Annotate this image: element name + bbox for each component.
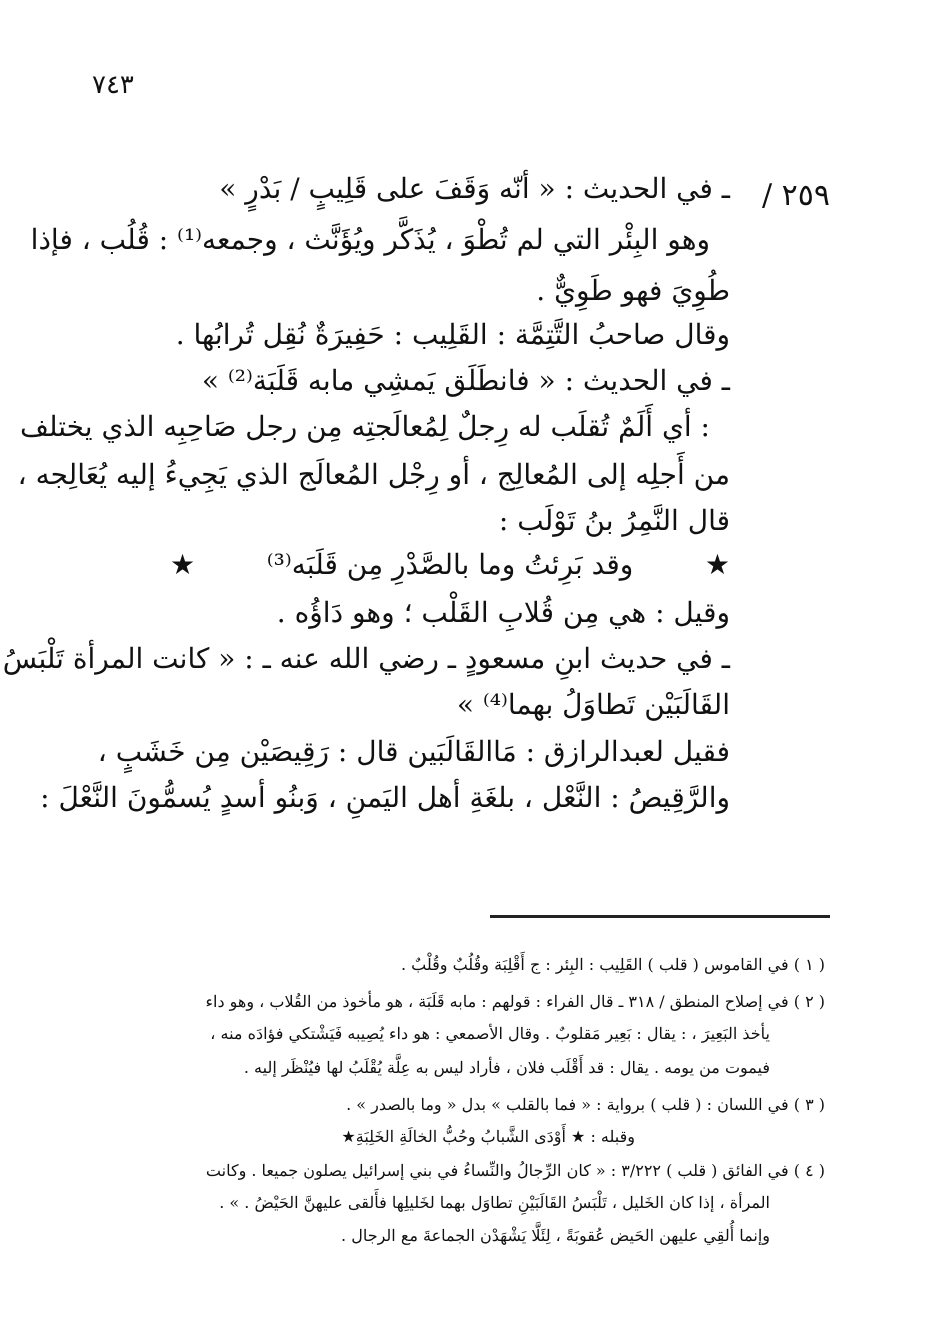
footnote-divider (490, 915, 830, 918)
entry-number: ٢٥٩ / (762, 178, 830, 213)
footnote-line: المرأة ، إذا كان الخَليل ، تَلْبَسُ القَالَبَيْنِ تطاوَل بهما لخَليلِها فأَلقى عليهنَّ الحَيْضُ . » . (219, 1193, 770, 1212)
main-line: والرَّقِيصُ : النَّعْل ، بلغَةِ أهل اليَمنِ ، وَبنُو أسدٍ يُسمُّونَ النَّعْلَ : (40, 781, 730, 814)
footnote-line: ( ١ ) في القاموس ( قلب ) القَلِيب : البِئر : ج أَقْلِبَة وقُلُبٌ وقُلْبٌ . (400, 955, 825, 974)
footnote-line: ( ٣ ) في اللسان : ( قلب ) برواية : « فما بالقلب » بدل « وما بالصدر » . (346, 1095, 825, 1114)
page-number: ٧٤٣ (92, 70, 134, 100)
main-line: فقيل لعبدالرازق : مَاالقَالَبَين قال : رَقِيصَيْن مِن خَشَبٍ ، (97, 735, 730, 768)
main-line: قال النَّمِرُ بنُ تَوْلَب : (498, 504, 730, 537)
main-line: القَالَبَيْن تَطاوَلُ بهما⁽⁴⁾ » (456, 688, 730, 721)
main-line: : أي أَلَمٌ تُقلَب له رِجلٌ لِمُعالَجتِه مِن رجل صَاحِبِه الذي يختلف (19, 410, 710, 443)
star-icon: ★ (170, 548, 196, 581)
main-line: ـ في حديث ابنِ مسعودٍ ـ رضي الله عنه ـ : « كانت المرأة تَلْبَسُ (2, 642, 730, 675)
footnote-line: ( ٢ ) في إصلاح المنطق / ٣١٨ ـ قال الفراء : قولهم : مابه قَلَبَة ، هو مأخوذ من القُلاب ، وهو داء (205, 992, 825, 1011)
poetry-verse (170, 548, 730, 581)
main-line: ـ في الحديث : « فانطَلَق يَمشِي مابه قَلَبَة⁽²⁾ » (201, 364, 730, 397)
footnote-line: يأخذ البَعِيرَ ، : يقال : بَعِير مَقلوبٌ . وقال الأصمعي : هو داء يُصِيبه فَيَشْتكي فؤادَه منه ، (210, 1024, 770, 1043)
verse-text: وقد بَرِئتُ وما بالصَّدْرِ مِن قَلَبَه⁽³⁾ (266, 548, 634, 581)
main-line: وقال صاحبُ التَّتِمَّة : القَلِيب : حَفِيرَةٌ نُقِل تُرابُها . (175, 318, 730, 351)
main-line: ـ في الحديث : « أنّه وَقَفَ على قَلِيبٍ / بَدْرٍ » (219, 172, 730, 205)
main-line: وقيل : هي مِن قُلابِ القَلْب ؛ وهو دَاؤُه . (276, 596, 730, 629)
footnote-line: فيموت من يومه . يقال : قد أَقْلَب فلان ، فأراد ليس به عِلَّة يُقْلَبُ لها فيُنْظَر إليه . (243, 1058, 770, 1077)
main-line: طُوِيَ فهو طَوِيٌّ . (536, 274, 730, 307)
main-line: وهو البِئْر التي لم تُطْوَ ، يُذَكَّر ويُؤَنَّث ، وجمعه⁽¹⁾ : قُلُب ، فإذا (30, 223, 710, 256)
main-line: من أَجلِه إلى المُعالِج ، أو رِجْل المُعالَج الذي يَجِيءُ إليه يُعَالِجه ، (17, 458, 730, 491)
star-icon: ★ (704, 548, 730, 581)
footnote-line: وإنما أُلقِي عليهن الحَيض عُقوبَةً ، لِئَلَّا يَشْهَدْن الجماعةَ مع الرجال . (341, 1226, 770, 1245)
footnote-line: وقبله : ★ أَوْدَى الشَّبابُ وحُبُّ الخالَةِ الخَلِبَةِ★ (341, 1127, 635, 1146)
footnote-line: ( ٤ ) في الفائق ( قلب ) ٣/٢٢٢ : « كان الرِّجالُ والنِّساءُ في بني إسرائيل يصلون جميعا . وكانت (205, 1161, 825, 1180)
